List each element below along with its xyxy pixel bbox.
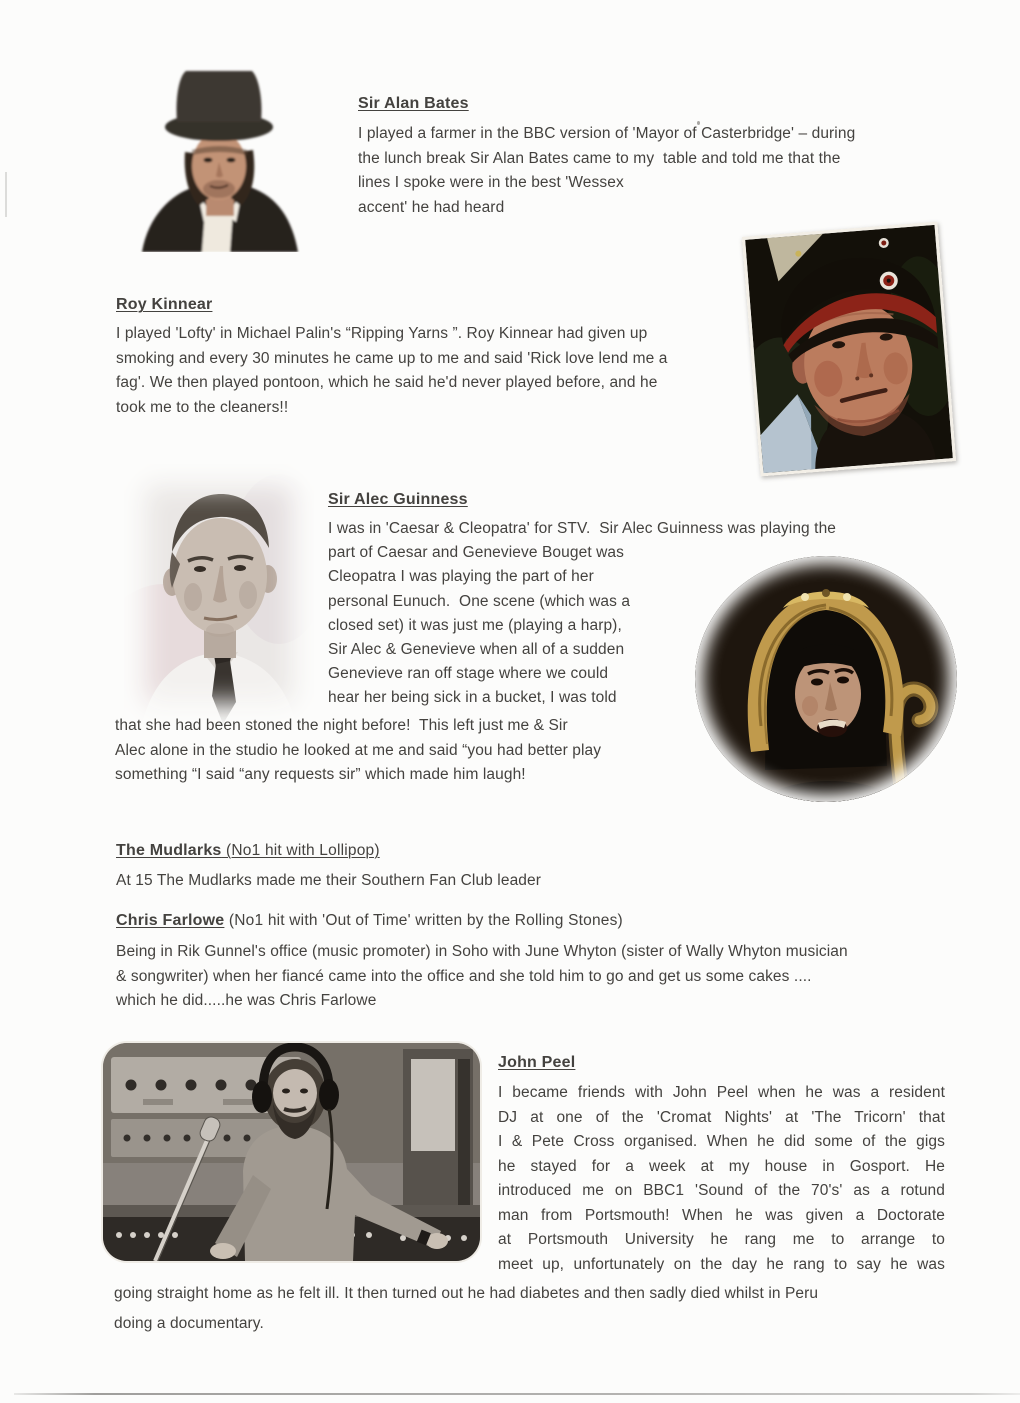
alan-bates-illustration — [128, 64, 310, 252]
text-line: Alec alone in the studio he looked at me and said “you had better play — [115, 741, 602, 759]
cleopatra-illustration — [695, 556, 957, 802]
text-line: At 15 The Mudlarks made me their Southern Fan Club leader — [116, 872, 541, 889]
text-line: at Portsmouth University he rang me to arrange to — [498, 1231, 945, 1248]
john-peel-photo — [103, 1043, 480, 1261]
heading-suffix: (No1 hit with Lollipop) — [221, 842, 380, 859]
cleopatra-photo — [695, 556, 957, 802]
text-line: fag'. We then played pontoon, which he said he'd never played before, and he — [116, 374, 658, 392]
text-line: that she had been stoned the night before! This left just me & Sir — [115, 717, 568, 734]
text-line: something “I said “any requests sir” which made him laugh! — [115, 766, 526, 783]
alec-guinness-photo — [124, 464, 314, 724]
john-peel-illustration — [103, 1043, 480, 1261]
roy-kinnear-illustration — [745, 225, 953, 473]
section-heading-chris-farlowe — [116, 912, 623, 930]
text-line: part of Caesar and Genevieve Bouget was — [328, 544, 624, 562]
section-body-alec-guinness-continued — [115, 714, 601, 788]
text-line: he stayed for a week at my house in Gosport. He — [498, 1157, 945, 1175]
section-body-chris-farlowe — [116, 940, 848, 1014]
heading-suffix: (No1 hit with 'Out of Time' written by the Rolling Stones) — [224, 912, 623, 929]
text-line: Sir Alec & Genevieve when all of a sudden — [328, 641, 625, 659]
alec-guinness-illustration — [124, 464, 314, 724]
text-line: & songwriter) when her fiancé came into the office and she told him to go and get us some cakes .... — [116, 967, 812, 985]
text-line: the lunch break Sir Alan Bates came to my table and told me that the — [358, 149, 841, 167]
text-line: closed set) it was just me (playing a harp), — [328, 616, 622, 634]
heading-main: The Mudlarks — [116, 842, 222, 859]
scan-speck — [697, 121, 700, 125]
text-line: DJ at one of the 'Cromat Nights' at 'The Tricorn' that — [498, 1108, 945, 1126]
section-heading-alec-guinness: Sir Alec Guinness — [328, 491, 468, 508]
text-line: Being in Rik Gunnel's office (music promoter) in Soho with June Whyton (sister of Wally Whyton musician — [116, 943, 848, 960]
section-body-john-peel — [498, 1081, 945, 1277]
text-line: Cleopatra I was playing the part of her — [328, 568, 594, 586]
text-line: hear her being sick in a bucket, I was told — [328, 689, 617, 707]
section-heading-john-peel: John Peel — [498, 1054, 576, 1071]
text-line: man from Portsmouth! When he was given a Doctorate — [498, 1206, 945, 1224]
text-line: meet up, unfortunately on the day he rang to say he was — [498, 1255, 945, 1273]
scan-edge-mark — [5, 172, 7, 217]
text-line: lines I spoke were in the best 'Wessex — [358, 174, 624, 191]
text-line: personal Eunuch. One scene (which was a — [328, 592, 631, 610]
alan-bates-photo — [128, 64, 310, 252]
section-body-mudlarks — [116, 869, 541, 894]
text-line: doing a documentary. — [114, 1314, 264, 1332]
text-line: accent' he had heard — [358, 198, 505, 216]
section-heading-roy-kinnear: Roy Kinnear — [116, 296, 213, 313]
heading-main: Chris Farlowe — [116, 912, 225, 929]
section-body-john-peel-continued — [114, 1279, 818, 1338]
text-line: I played a farmer in the BBC version of 'Mayor of Casterbridge' – during — [358, 125, 856, 142]
section-heading-alan-bates: Sir Alan Bates — [358, 95, 469, 112]
text-line: took me to the cleaners!! — [116, 398, 289, 416]
text-line: smoking and every 30 minutes he came up to me and said 'Rick love lend me a — [116, 349, 668, 367]
roy-kinnear-photo — [742, 222, 956, 477]
text-line: I became friends with John Peel when he was a resident — [498, 1084, 945, 1101]
text-line: I & Pete Cross organised. When he did some of the gigs — [498, 1133, 945, 1150]
section-body-alan-bates — [358, 122, 855, 220]
section-body-roy-kinnear — [116, 322, 668, 420]
text-line: going straight home as he felt ill. It then turned out he had diabetes and then sadly died whilst in Peru — [114, 1285, 819, 1302]
text-line: I was in 'Caesar & Cleopatra' for STV. Sir Alec Guinness was playing the — [328, 520, 837, 537]
section-heading-mudlarks — [116, 842, 380, 860]
text-line: I played 'Lofty' in Michael Palin's “Ripping Yarns ”. Roy Kinnear had given up — [116, 325, 648, 342]
scan-bottom-edge-line — [14, 1393, 1020, 1395]
text-line: which he did.....he was Chris Farlowe — [116, 992, 377, 1009]
text-line: Genevieve ran off stage where we could — [328, 665, 609, 683]
text-line: introduced me on BBC1 'Sound of the 70's' as a rotund — [498, 1182, 945, 1199]
